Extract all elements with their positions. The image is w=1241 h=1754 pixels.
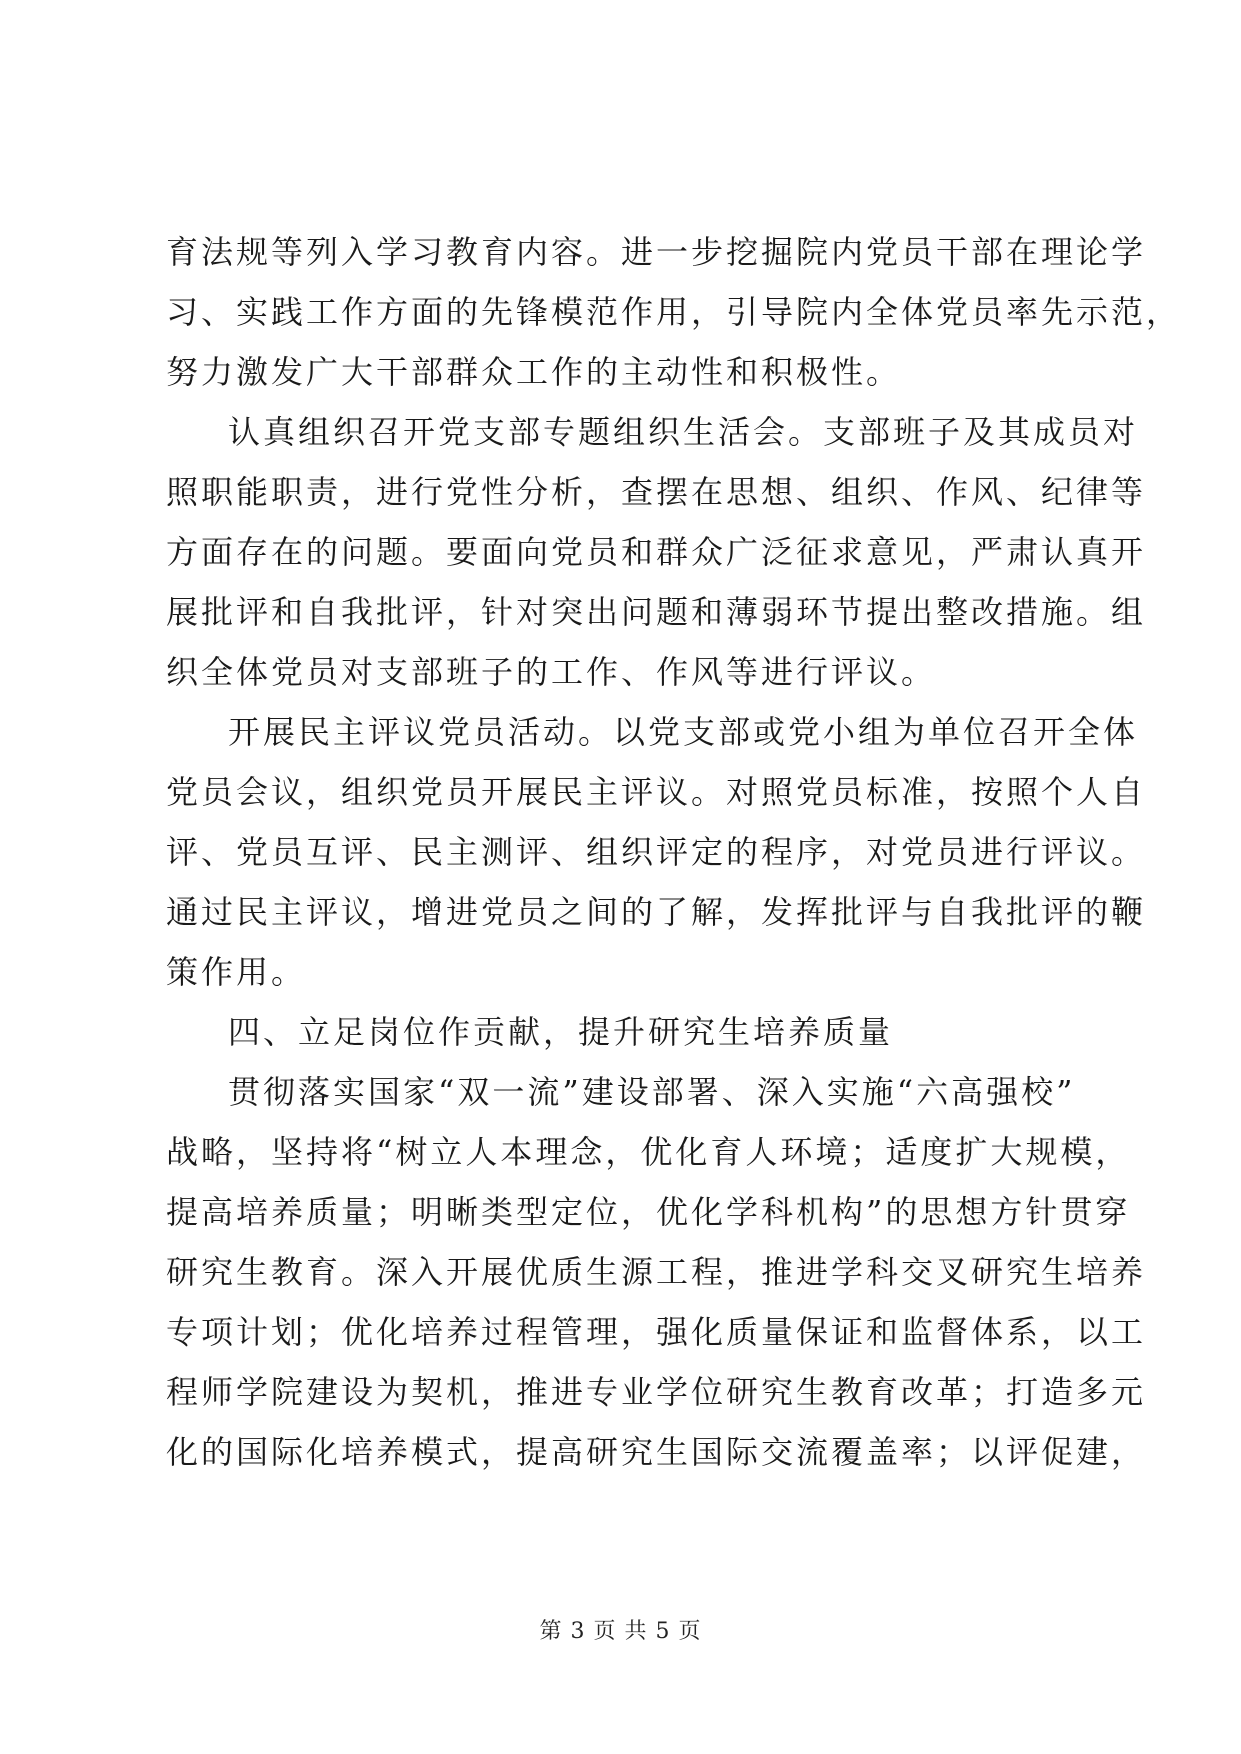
text-line: 研究生教育。深入开展优质生源工程，推进学科交叉研究生培养 bbox=[166, 1253, 1147, 1291]
text-line: 贯彻落实国家“双一流”建设部署、深入实施“六高强校” bbox=[228, 1073, 1076, 1111]
text-line: 策作用。 bbox=[166, 953, 307, 991]
text-line: 提高培养质量；明晰类型定位，优化学科机构”的思想方针贯穿 bbox=[166, 1193, 1131, 1231]
page-footer: 第 3 页 共 5 页 bbox=[539, 1619, 702, 1644]
text-line: 战略，坚持将“树立人本理念，优化育人环境；适度扩大规模， bbox=[166, 1133, 1131, 1171]
text-line: 化的国际化培养模式，提高研究生国际交流覆盖率；以评促建， bbox=[166, 1433, 1147, 1471]
text-line: 程师学院建设为契机，推进专业学位研究生教育改革；打造多元 bbox=[166, 1373, 1147, 1411]
text-line: 照职能职责，进行党性分析，查摆在思想、组织、作风、纪律等 bbox=[166, 473, 1147, 511]
text-line: 努力激发广大干部群众工作的主动性和积极性。 bbox=[166, 353, 902, 391]
text-line: 通过民主评议，增进党员之间的了解，发挥批评与自我批评的鞭 bbox=[166, 893, 1147, 931]
text-line: 织全体党员对支部班子的工作、作风等进行评议。 bbox=[166, 653, 937, 691]
text-line: 育法规等列入学习教育内容。进一步挖掘院内党员干部在理论学 bbox=[166, 233, 1147, 271]
text-line: 习、实践工作方面的先锋模范作用，引导院内全体党员率先示范， bbox=[166, 293, 1182, 331]
text-line: 党员会议，组织党员开展民主评议。对照党员标准，按照个人自 bbox=[166, 773, 1147, 811]
text-line: 开展民主评议党员活动。以党支部或党小组为单位召开全体 bbox=[228, 713, 1139, 751]
text-line: 展批评和自我批评，针对突出问题和薄弱环节提出整改措施。组 bbox=[166, 593, 1147, 631]
text-line: 四、立足岗位作贡献，提升研究生培养质量 bbox=[228, 1013, 894, 1051]
body-text bbox=[166, 222, 1182, 1482]
text-line: 评、党员互评、民主测评、组织评定的程序，对党员进行评议。 bbox=[166, 833, 1147, 871]
text-line: 专项计划；优化培养过程管理，强化质量保证和监督体系，以工 bbox=[166, 1313, 1147, 1351]
text-line: 认真组织召开党支部专题组织生活会。支部班子及其成员对 bbox=[228, 413, 1139, 451]
text-line: 方面存在的问题。要面向党员和群众广泛征求意见，严肃认真开 bbox=[166, 533, 1147, 571]
